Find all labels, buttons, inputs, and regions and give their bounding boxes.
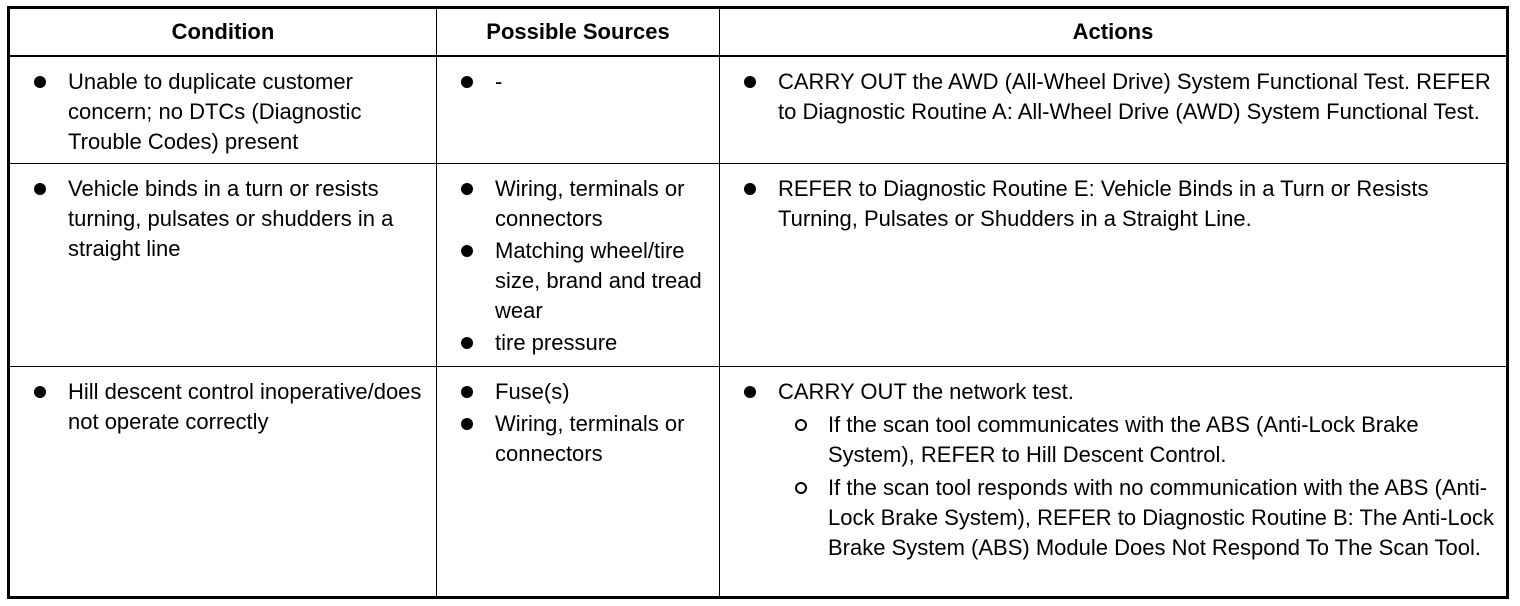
actions-cell bbox=[720, 367, 1508, 598]
action-item bbox=[742, 377, 1498, 563]
source-item: tire pressure bbox=[459, 328, 711, 358]
action-item: CARRY OUT the AWD (All-Wheel Drive) System Functional Test. REFER to Diagnostic Routine A: All-Wheel Drive (AWD) System Functional Test. bbox=[742, 67, 1498, 127]
actions-cell bbox=[720, 56, 1508, 164]
source-item: - bbox=[459, 67, 711, 97]
source-item: Wiring, terminals or connectors bbox=[459, 174, 711, 234]
sources-cell bbox=[437, 367, 720, 598]
actions-cell bbox=[720, 164, 1508, 367]
header-actions: Actions bbox=[720, 8, 1508, 57]
action-sub-item: If the scan tool communicates with the ABS (Anti-Lock Brake System), REFER to Hill Descent Control. bbox=[778, 410, 1498, 470]
source-item: Wiring, terminals or connectors bbox=[459, 409, 711, 469]
source-item: Fuse(s) bbox=[459, 377, 711, 407]
condition-item: Hill descent control inoperative/does not operate correctly bbox=[32, 377, 428, 437]
condition-cell bbox=[9, 56, 437, 164]
condition-item: Unable to duplicate customer concern; no DTCs (Diagnostic Trouble Codes) present bbox=[32, 67, 428, 157]
header-row bbox=[9, 8, 1508, 57]
table-row bbox=[9, 56, 1508, 164]
condition-cell bbox=[9, 367, 437, 598]
condition-item: Vehicle binds in a turn or resists turning, pulsates or shudders in a straight line bbox=[32, 174, 428, 264]
action-item: REFER to Diagnostic Routine E: Vehicle Binds in a Turn or Resists Turning, Pulsates or Shudders in a Straight Line. bbox=[742, 174, 1498, 234]
diagnostic-table bbox=[7, 6, 1509, 599]
header-possible-sources: Possible Sources bbox=[437, 8, 720, 57]
action-item-text: CARRY OUT the network test. bbox=[778, 379, 1074, 404]
action-sub-list bbox=[778, 410, 1498, 563]
source-item: Matching wheel/tire size, brand and tread wear bbox=[459, 236, 711, 326]
table-row bbox=[9, 367, 1508, 598]
table-row bbox=[9, 164, 1508, 367]
condition-cell bbox=[9, 164, 437, 367]
sources-cell bbox=[437, 164, 720, 367]
header-condition: Condition bbox=[9, 8, 437, 57]
action-sub-item: If the scan tool responds with no communication with the ABS (Anti-Lock Brake System), REFER to Diagnostic Routine B: The Anti-Lock Brake System (ABS) Module Does Not Respond To The Scan Tool. bbox=[778, 473, 1498, 563]
sources-cell bbox=[437, 56, 720, 164]
